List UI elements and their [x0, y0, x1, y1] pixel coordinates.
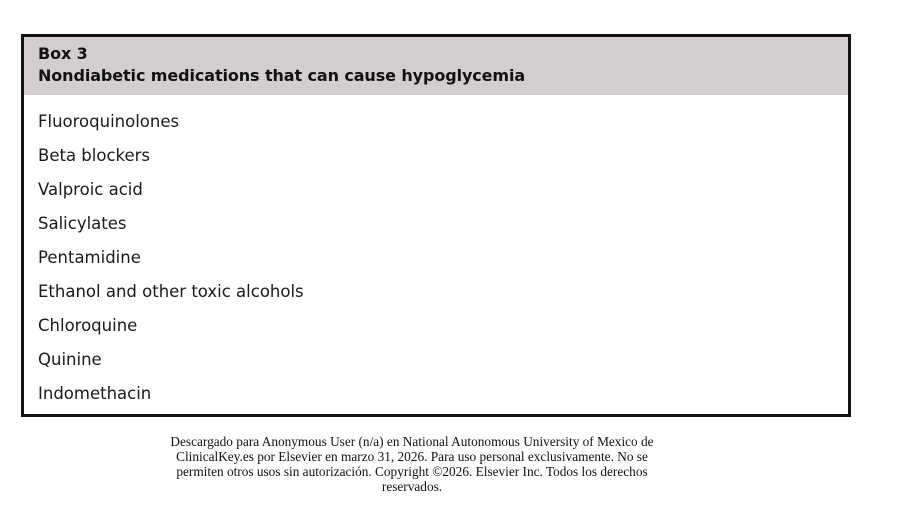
download-notice-line: ClinicalKey.es por Elsevier en marzo 31, 2026. Para uso personal exclusivamente. No se [176, 449, 648, 464]
list-item: Indomethacin [38, 384, 152, 403]
download-notice [90, 434, 734, 494]
list-item: Chloroquine [38, 316, 138, 335]
download-notice-line: Descargado para Anonymous User (n/a) en National Autonomous University of Mexico de [170, 434, 654, 449]
list-item: Ethanol and other toxic alcohols [38, 282, 304, 301]
box-label: Box 3 [38, 44, 88, 63]
download-notice-line: reservados. [381, 479, 443, 494]
list-item: Pentamidine [38, 248, 141, 267]
list-item: Valproic acid [38, 180, 143, 199]
list-item: Salicylates [38, 214, 127, 233]
list-item: Quinine [38, 350, 102, 369]
medication-list [24, 95, 848, 411]
box-title: Nondiabetic medications that can cause hypoglycemia [38, 66, 526, 85]
download-notice-line: permiten otros usos sin autorización. Copyright ©2026. Elsevier Inc. Todos los derechos [176, 464, 648, 479]
list-item: Fluoroquinolones [38, 112, 180, 131]
medication-box [21, 34, 851, 417]
box-header [24, 37, 848, 95]
list-item: Beta blockers [38, 146, 151, 165]
